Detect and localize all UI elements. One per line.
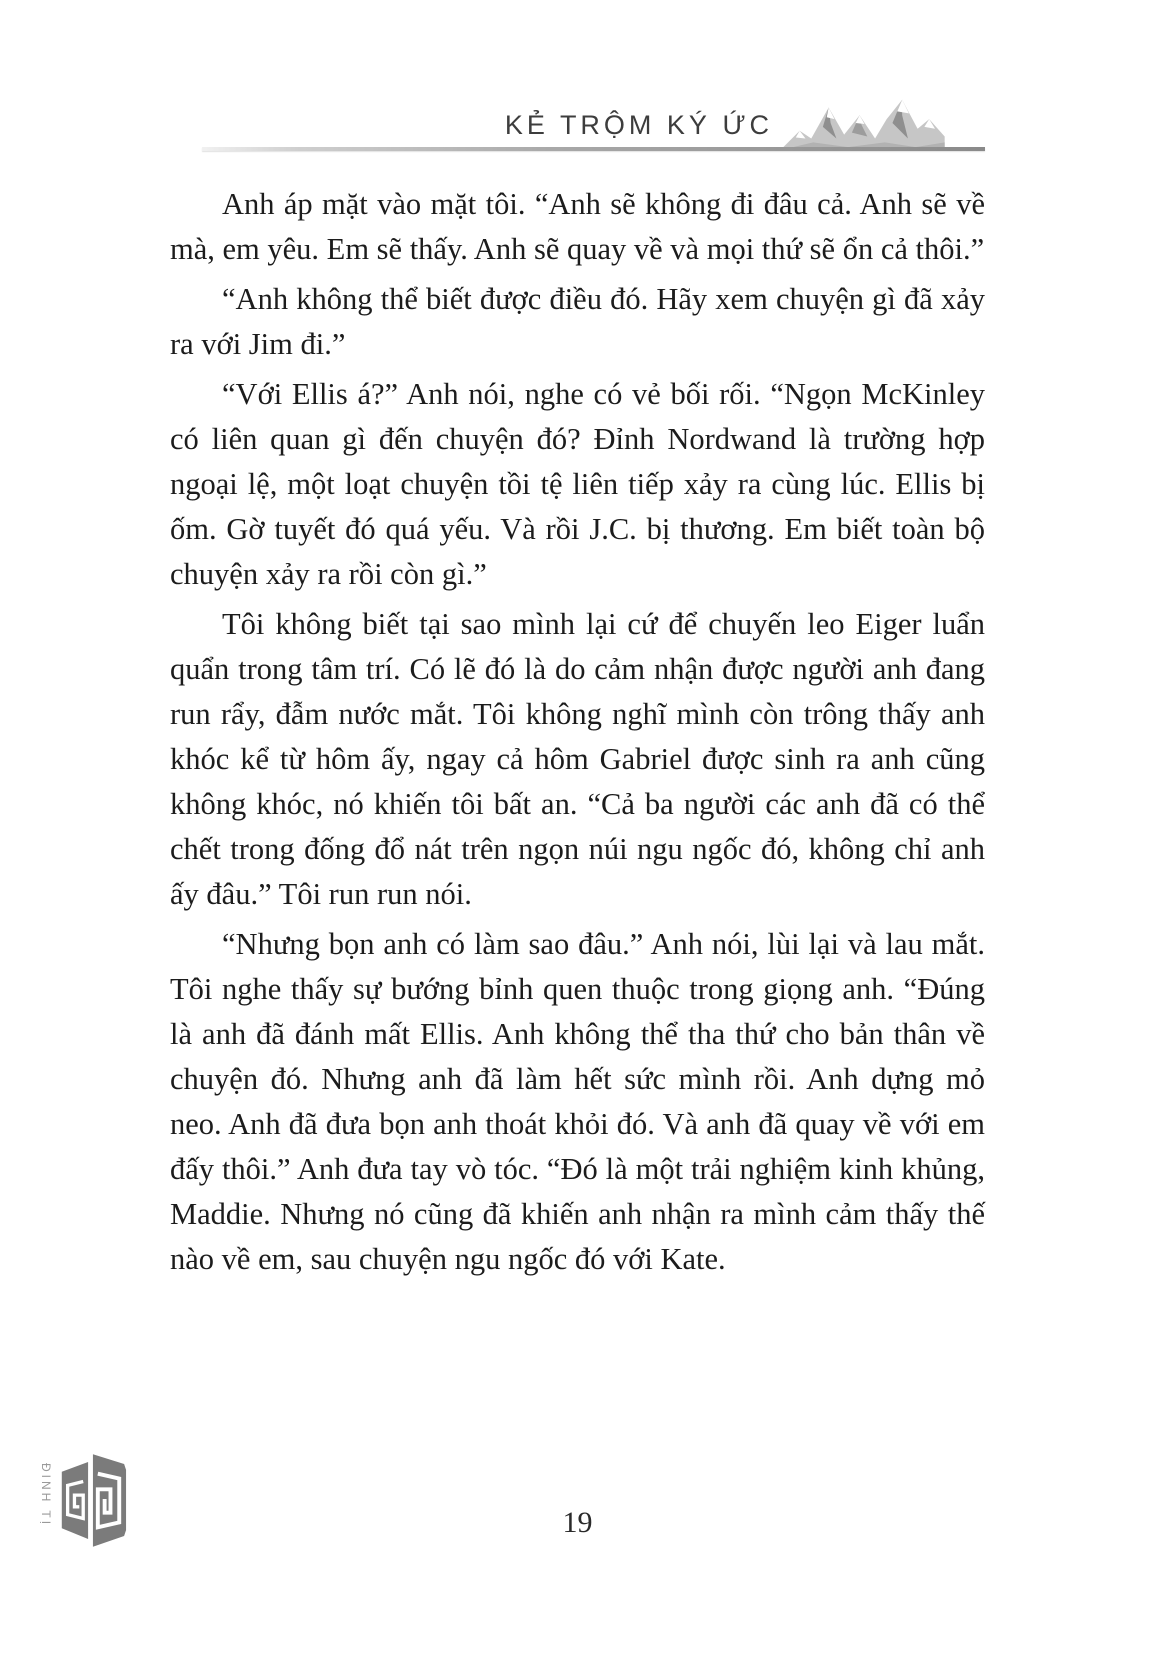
page-body	[170, 182, 985, 1287]
mountain-range-icon	[780, 94, 945, 152]
paragraph: “Anh không thể biết được điều đó. Hãy xem chuyện gì đã xảy ra với Jim đi.”	[170, 282, 985, 361]
publisher-name: ĐINH TỊ	[39, 1462, 53, 1528]
paragraph: “Với Ellis á?” Anh nói, nghe có vẻ bối rối. “Ngọn McKinley có liên quan gì đến chuyện đó? Đỉnh Nordwand là trường hợp ngoại lệ, một loạt chuyện tồi tệ liên tiếp xảy ra cùng lúc. Ellis bị ốm. Gờ tuyết đó quá yếu. Và rồi J.C. bị thương. Em biết toàn bộ chuyện xảy ra rồi còn gì.”	[170, 377, 985, 591]
book-title: KẺ TRỘM KÝ ỨC	[504, 110, 773, 140]
paragraph: “Nhưng bọn anh có làm sao đâu.” Anh nói, lùi lại và lau mắt. Tôi nghe thấy sự bướng bỉnh quen thuộc trong giọng anh. “Đúng là anh đã đánh mất Ellis. Anh không thể tha thứ cho bản thân về chuyện đó. Nhưng anh đã làm hết sức mình rồi. Anh dựng mỏ neo. Anh đã đưa bọn anh thoát khỏi đó. Và anh đã quay về với em đấy thôi.” Anh đưa tay vò tóc. “Đó là một trải nghiệm kinh khủng, Maddie. Nhưng nó cũng đã khiến anh nhận ra mình cảm thấy thế nào về em, sau chuyện ngu ngốc đó với Kate.	[170, 927, 985, 1276]
header-divider	[202, 147, 985, 151]
paragraph: Anh áp mặt vào mặt tôi. “Anh sẽ không đi đâu cả. Anh sẽ về mà, em yêu. Em sẽ thấy. Anh sẽ quay về và mọi thứ sẽ ổn cả thôi.”	[170, 187, 985, 266]
publisher-logo	[36, 1436, 128, 1564]
paragraph: Tôi không biết tại sao mình lại cứ để chuyến leo Eiger luẩn quẩn trong tâm trí. Có lẽ đó là do cảm nhận được người anh đang run rẩy, đẫm nước mắt. Tôi không nghĩ mình còn trông thấy anh khóc kể từ hôm ấy, ngay cả hôm Gabriel được sinh ra anh cũng không khóc, nó khiến tôi bất an. “Cả ba người các anh đã có thể chết trong đống đổ nát trên ngọn núi ngu ngốc đó, không chỉ anh ấy đâu.” Tôi run run nói.	[170, 607, 985, 911]
open-book-logo-icon	[54, 1440, 128, 1560]
page-number: 19	[562, 1506, 593, 1539]
page-header	[170, 96, 985, 152]
